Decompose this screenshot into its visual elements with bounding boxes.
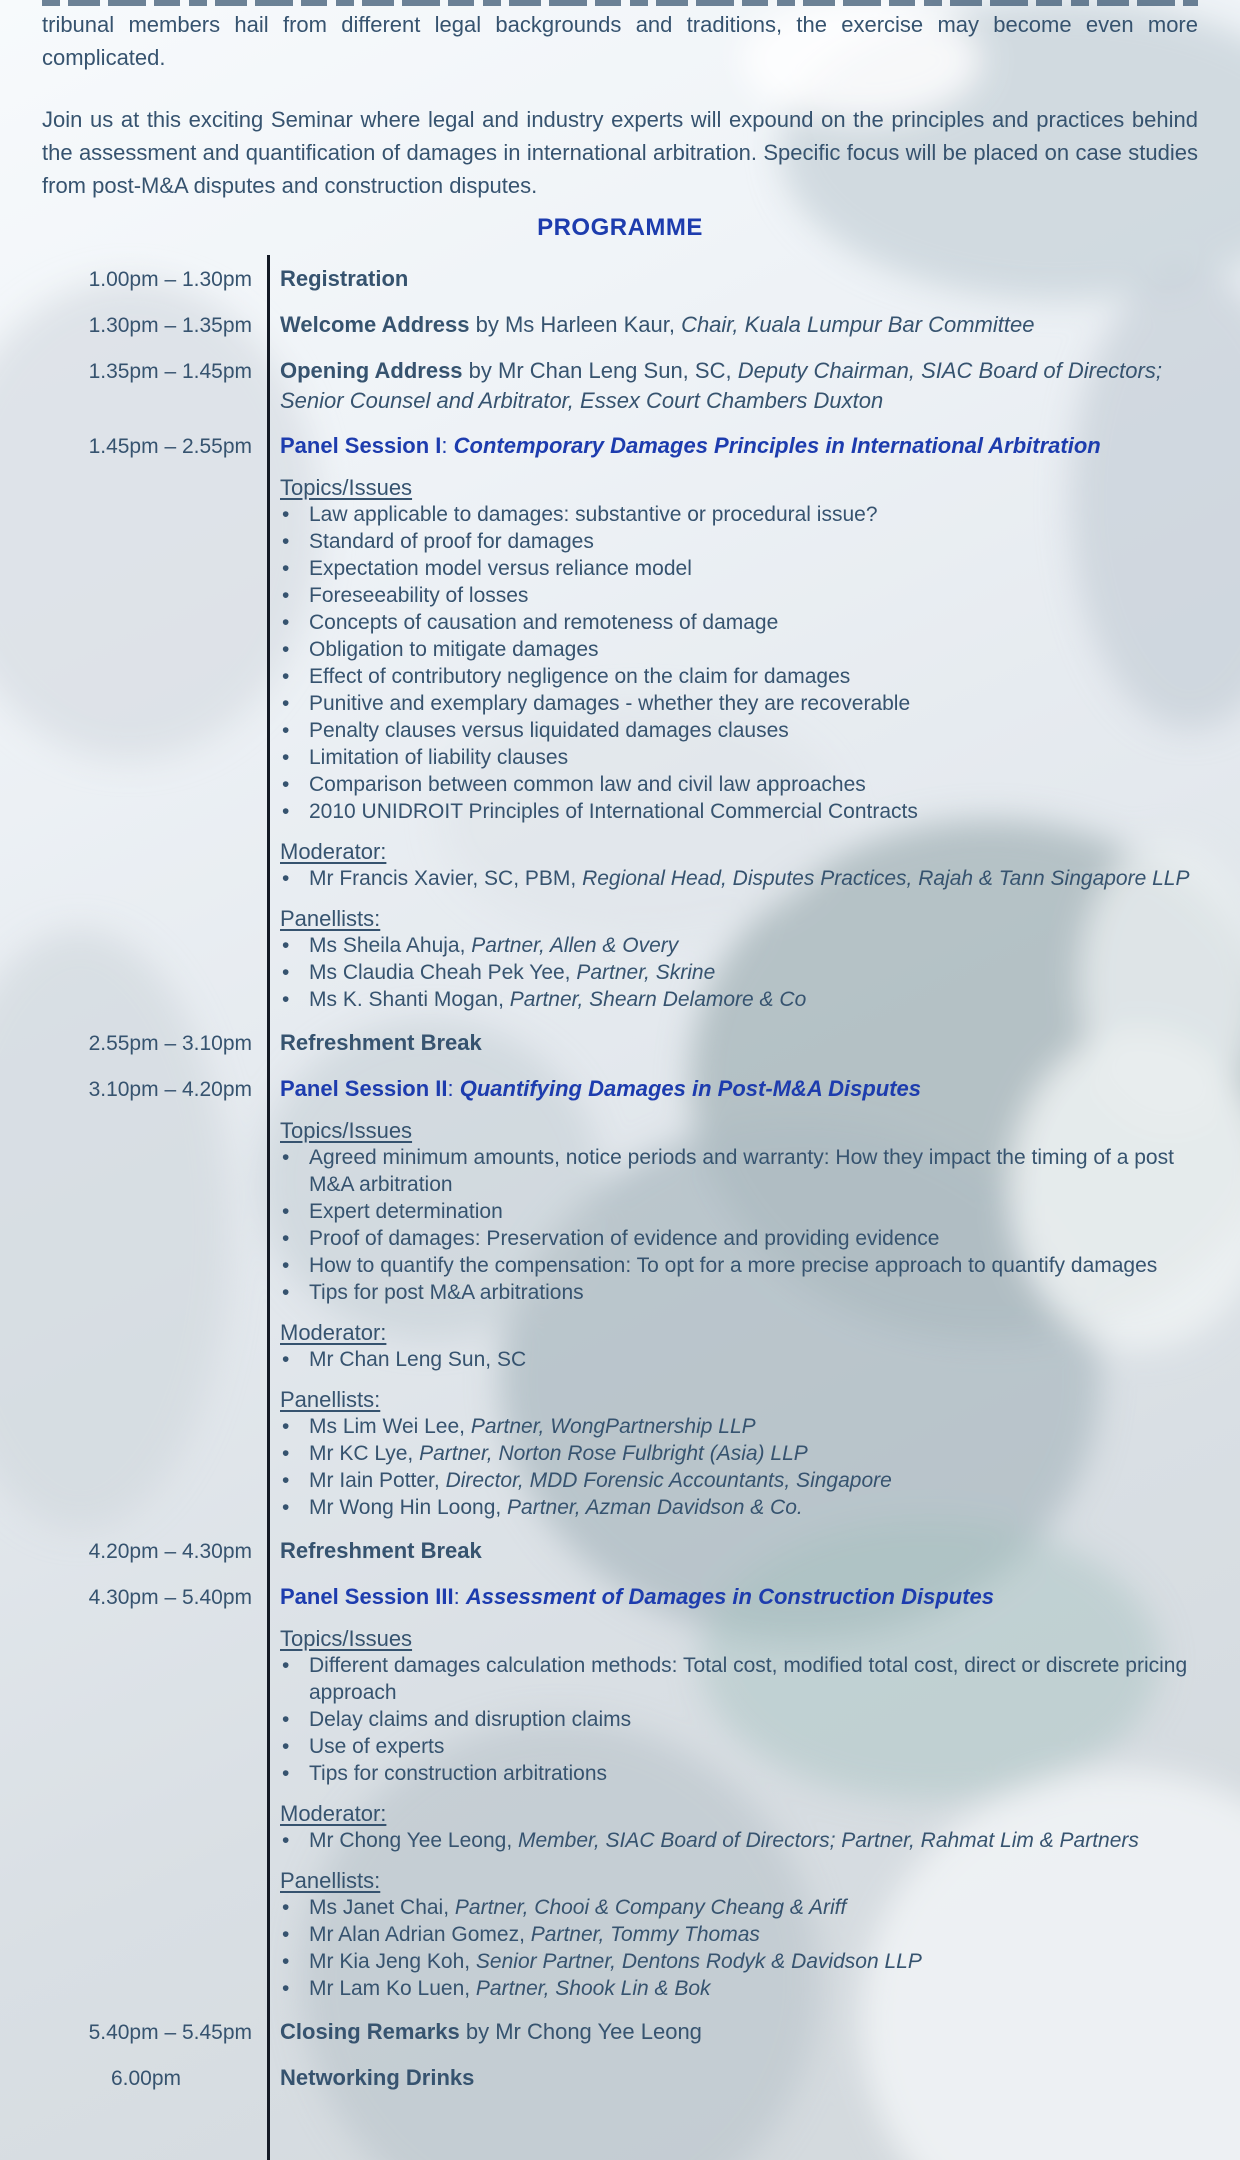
programme-row xyxy=(40,2017,1200,2048)
text-segment: Ms Janet Chai, xyxy=(309,1896,455,1919)
bullet-item xyxy=(280,1652,1196,1706)
bullet-text xyxy=(309,582,1196,609)
session-title-line xyxy=(280,356,1196,416)
bullet-text xyxy=(309,1144,1196,1198)
bullet-item xyxy=(280,555,1196,582)
text-segment: Mr Chan Leng Sun, SC xyxy=(309,1348,527,1371)
session-details xyxy=(280,356,1200,416)
bullet-icon: • xyxy=(282,1496,290,1519)
text-segment: Foreseeability of losses xyxy=(309,584,529,607)
bullet-item xyxy=(280,1279,1196,1306)
text-segment: Mr Wong Hin Loong, xyxy=(309,1496,508,1519)
text-segment: Refreshment Break xyxy=(280,1538,482,1563)
bullet-item xyxy=(280,636,1196,663)
text-segment: Director, MDD Forensic Accountants, Singapore xyxy=(445,1469,892,1492)
bullet-text xyxy=(309,986,1196,1013)
bullet-item xyxy=(280,1921,1196,1948)
text-segment: Mr Kia Jeng Koh, xyxy=(309,1950,476,1973)
session-title-line xyxy=(280,2017,1196,2047)
text-segment: Comparison between common law and civil law approaches xyxy=(309,773,866,796)
bullet-text xyxy=(309,1706,1196,1733)
bullet-text xyxy=(309,1440,1196,1467)
time-slot: 1.45pm – 2.55pm xyxy=(88,435,252,458)
bullet-text xyxy=(309,771,1196,798)
session-title-line xyxy=(280,264,1196,294)
session-details xyxy=(280,1582,1200,2002)
bullet-icon: • xyxy=(282,1200,290,1223)
bullet-item xyxy=(280,1827,1196,1854)
text-segment: : xyxy=(447,1076,460,1101)
bullet-text xyxy=(309,1921,1196,1948)
time-slot: 4.20pm – 4.30pm xyxy=(88,1540,252,1563)
session-title-line xyxy=(280,1536,1196,1566)
bullet-icon: • xyxy=(282,530,290,553)
session-title-line xyxy=(280,431,1196,461)
bullet-icon: • xyxy=(282,1469,290,1492)
bullet-item xyxy=(280,744,1196,771)
bullet-text xyxy=(309,1827,1196,1854)
bullet-text xyxy=(309,1279,1196,1306)
bullet-item xyxy=(280,865,1196,892)
text-segment: Tips for construction arbitrations xyxy=(309,1762,608,1785)
intro-paragraph-2: Join us at this exciting Seminar where legal and industry experts will expound on the principles and practices behind the assessment and quantification of damages in international arbitration. Specific focus will be placed on case studies from post-M&A disputes and construction disputes. xyxy=(42,107,1198,198)
bullet-item xyxy=(280,1494,1196,1521)
bullet-item xyxy=(280,771,1196,798)
bullet-icon: • xyxy=(282,665,290,688)
text-segment: Contemporary Damages Principles in International Arbitration xyxy=(453,433,1101,458)
bullet-icon: • xyxy=(282,692,290,715)
bullet-item xyxy=(280,1440,1196,1467)
bullet-text xyxy=(309,959,1196,986)
bullet-item xyxy=(280,1413,1196,1440)
bullet-icon: • xyxy=(282,934,290,957)
bullet-text xyxy=(309,690,1196,717)
clipped-text-line xyxy=(42,0,1198,6)
bullet-text xyxy=(309,555,1196,582)
section-subheading: Panellists: xyxy=(280,1868,381,1893)
programme-row xyxy=(40,264,1200,295)
bullet-icon: • xyxy=(282,1762,290,1785)
bullet-icon: • xyxy=(282,1281,290,1304)
bullet-item xyxy=(280,1346,1196,1373)
bullet-icon: • xyxy=(282,1254,290,1277)
session-details xyxy=(280,2063,1200,2094)
session-title-line xyxy=(280,1028,1196,1058)
text-segment: Chair, Kuala Lumpur Bar Committee xyxy=(681,312,1035,337)
section-subheading: Panellists: xyxy=(280,1387,381,1412)
session-title-line xyxy=(280,2063,1196,2093)
text-segment: Penalty clauses versus liquidated damages clauses xyxy=(309,719,789,742)
text-segment: Effect of contributory negligence on the claim for damages xyxy=(309,665,851,688)
section-subheading: Moderator: xyxy=(280,1801,387,1826)
bullet-icon: • xyxy=(282,719,290,742)
bullet-item xyxy=(280,1760,1196,1787)
text-segment: by Mr Chan Leng Sun, SC, xyxy=(462,358,738,383)
bullet-text xyxy=(309,932,1196,959)
section-subheading: Topics/Issues xyxy=(280,1118,413,1143)
bullet-text xyxy=(309,1894,1196,1921)
time-slot: 4.30pm – 5.40pm xyxy=(88,1586,252,1609)
text-segment: Opening Address xyxy=(280,358,463,383)
bullet-icon: • xyxy=(282,1654,290,1677)
bullet-icon: • xyxy=(282,1348,290,1371)
text-segment: Partner, Skrine xyxy=(576,961,716,984)
text-segment: Ms Lim Wei Lee, xyxy=(309,1415,471,1438)
bullet-icon: • xyxy=(282,557,290,580)
text-segment: Obligation to mitigate damages xyxy=(309,638,599,661)
bullet-text xyxy=(309,663,1196,690)
text-segment: Partner, Norton Rose Fulbright (Asia) LLP xyxy=(419,1442,808,1465)
text-segment: Expectation model versus reliance model xyxy=(309,557,692,580)
bullet-item xyxy=(280,690,1196,717)
bullet-item xyxy=(280,1706,1196,1733)
time-slot: 2.55pm – 3.10pm xyxy=(88,1032,252,1055)
text-segment: Partner, Azman Davidson & Co. xyxy=(507,1496,803,1519)
text-segment: Partner, Shearn Delamore & Co xyxy=(509,988,807,1011)
bullet-icon: • xyxy=(282,867,290,890)
session-details xyxy=(280,1028,1200,1059)
bullet-item xyxy=(280,1198,1196,1225)
bullet-item xyxy=(280,609,1196,636)
bullet-icon: • xyxy=(282,1227,290,1250)
bullet-text xyxy=(309,1760,1196,1787)
text-segment: Mr Chong Yee Leong, xyxy=(309,1829,518,1852)
bullet-item xyxy=(280,717,1196,744)
programme-row xyxy=(40,356,1200,416)
section-subheading: Moderator: xyxy=(280,1320,387,1345)
bullet-icon: • xyxy=(282,800,290,823)
text-segment: Punitive and exemplary damages - whether they are recoverable xyxy=(309,692,911,715)
bullet-item xyxy=(280,1144,1196,1198)
time-slot: 5.40pm – 5.45pm xyxy=(88,2021,252,2044)
text-segment: How to quantify the compensation: To opt for a more precise approach to quantify damages xyxy=(309,1254,1158,1277)
bullet-item xyxy=(280,932,1196,959)
bullet-text xyxy=(309,865,1196,892)
session-details xyxy=(280,310,1200,341)
bullet-icon: • xyxy=(282,1923,290,1946)
bullet-item xyxy=(280,1252,1196,1279)
text-segment: Mr Francis Xavier, SC, PBM, xyxy=(309,867,583,890)
text-segment: Deputy Chairman, SIAC Board of Directors; Senior Counsel and Arbitrator, Essex Court Chambers Duxton xyxy=(280,358,1162,413)
text-segment: 2010 UNIDROIT Principles of International Commercial Contracts xyxy=(309,800,918,823)
text-segment: Mr KC Lye, xyxy=(309,1442,420,1465)
session-title-line xyxy=(280,1074,1196,1104)
text-segment: Registration xyxy=(280,266,409,291)
text-segment: Closing Remarks xyxy=(280,2019,460,2044)
bullet-icon: • xyxy=(282,503,290,526)
text-segment: Partner, WongPartnership LLP xyxy=(470,1415,756,1438)
bullet-icon: • xyxy=(282,1442,290,1465)
bullet-text xyxy=(309,1733,1196,1760)
bullet-icon: • xyxy=(282,638,290,661)
bullet-icon: • xyxy=(282,1896,290,1919)
section-subheading: Panellists: xyxy=(280,906,381,931)
text-segment: Use of experts xyxy=(309,1735,445,1758)
text-segment: Networking Drinks xyxy=(280,2065,475,2090)
bullet-text xyxy=(309,636,1196,663)
session-details xyxy=(280,264,1200,295)
text-segment: Regional Head, Disputes Practices, Rajah & Tann Singapore LLP xyxy=(582,867,1190,890)
session-details xyxy=(280,1536,1200,1567)
bullet-icon: • xyxy=(282,988,290,1011)
bullet-icon: • xyxy=(282,1950,290,1973)
text-segment: Panel Session II xyxy=(280,1076,448,1101)
text-segment: Standard of proof for damages xyxy=(309,530,594,553)
bullet-item xyxy=(280,1948,1196,1975)
bullet-text xyxy=(309,1225,1196,1252)
bullet-icon: • xyxy=(282,1977,290,2000)
text-segment: Concepts of causation and remoteness of damage xyxy=(309,611,779,634)
text-segment: Welcome Address xyxy=(280,312,470,337)
bullet-text xyxy=(309,501,1196,528)
text-segment: Mr Iain Potter, xyxy=(309,1469,446,1492)
programme-row xyxy=(40,2063,1200,2094)
time-slot: 1.30pm – 1.35pm xyxy=(88,314,252,337)
bullet-item xyxy=(280,501,1196,528)
text-segment: Refreshment Break xyxy=(280,1030,482,1055)
bullet-icon: • xyxy=(282,1708,290,1731)
text-segment: : xyxy=(441,433,454,458)
text-segment: Mr Lam Ko Luen, xyxy=(309,1977,476,2000)
text-segment: Senior Partner, Dentons Rodyk & Davidson LLP xyxy=(475,1950,922,1973)
bullet-icon: • xyxy=(282,611,290,634)
text-segment: Member, SIAC Board of Directors; Partner, Rahmat Lim & Partners xyxy=(518,1829,1139,1852)
bullet-text xyxy=(309,717,1196,744)
programme-row xyxy=(40,1074,1200,1521)
bullet-item xyxy=(280,582,1196,609)
bullet-icon: • xyxy=(282,584,290,607)
bullet-text xyxy=(309,1975,1196,2002)
bullet-icon: • xyxy=(282,1146,290,1169)
bullet-icon: • xyxy=(282,773,290,796)
bullet-icon: • xyxy=(282,961,290,984)
bullet-text xyxy=(309,528,1196,555)
session-details xyxy=(280,2017,1200,2048)
bullet-text xyxy=(309,1494,1196,1521)
bullet-text xyxy=(309,1346,1196,1373)
text-segment: Partner, Chooi & Company Cheang & Ariff xyxy=(454,1896,847,1919)
intro-paragraph-1: tribunal members hail from different legal backgrounds and traditions, the exercise may become even more complicated. xyxy=(42,12,1198,70)
bullet-icon: • xyxy=(282,746,290,769)
bullet-item xyxy=(280,986,1196,1013)
bullet-item xyxy=(280,1467,1196,1494)
text-segment: Law applicable to damages: substantive or procedural issue? xyxy=(309,503,878,526)
bullet-item xyxy=(280,1975,1196,2002)
bullet-icon: • xyxy=(282,1829,290,1852)
programme-title: PROGRAMME xyxy=(537,214,703,241)
section-subheading: Topics/Issues xyxy=(280,475,413,500)
text-segment: Partner, Tommy Thomas xyxy=(530,1923,760,1946)
bullet-text xyxy=(309,1948,1196,1975)
time-slot: 6.00pm xyxy=(110,2067,182,2090)
programme-row xyxy=(40,1582,1200,2002)
bullet-text xyxy=(309,798,1196,825)
text-segment: Panel Session III xyxy=(280,1584,454,1609)
text-segment: Limitation of liability clauses xyxy=(309,746,569,769)
time-slot: 3.10pm – 4.20pm xyxy=(88,1078,252,1101)
bullet-text xyxy=(309,1652,1196,1706)
programme-row xyxy=(40,431,1200,1013)
text-segment: Partner, Shook Lin & Bok xyxy=(475,1977,711,2000)
bullet-icon: • xyxy=(282,1735,290,1758)
bullet-icon: • xyxy=(282,1415,290,1438)
time-slot: 1.35pm – 1.45pm xyxy=(88,360,252,383)
bullet-item xyxy=(280,1894,1196,1921)
text-segment: Agreed minimum amounts, notice periods and warranty: How they impact the timing of a post M&A arbitration xyxy=(309,1146,1174,1196)
text-segment: Expert determination xyxy=(309,1200,503,1223)
text-segment: Ms Claudia Cheah Pek Yee, xyxy=(309,961,577,984)
bullet-item xyxy=(280,1225,1196,1252)
text-segment: Delay claims and disruption claims xyxy=(309,1708,632,1731)
text-segment: Quantifying Damages in Post-M&A Disputes xyxy=(459,1076,921,1101)
section-subheading: Topics/Issues xyxy=(280,1626,413,1651)
text-segment: Assessment of Damages in Construction Disputes xyxy=(465,1584,994,1609)
session-title-line xyxy=(280,310,1196,340)
bullet-text xyxy=(309,744,1196,771)
session-details xyxy=(280,1074,1200,1521)
bullet-item xyxy=(280,528,1196,555)
text-segment: Tips for post M&A arbitrations xyxy=(309,1281,584,1304)
bullet-item xyxy=(280,1733,1196,1760)
programme-row xyxy=(40,310,1200,341)
bullet-text xyxy=(309,609,1196,636)
text-segment: Proof of damages: Preservation of evidence and providing evidence xyxy=(309,1227,940,1250)
text-segment: Partner, Allen & Overy xyxy=(471,934,679,957)
bullet-item xyxy=(280,663,1196,690)
text-segment: Different damages calculation methods: Total cost, modified total cost, direct or discrete pricing approach xyxy=(309,1654,1188,1704)
time-slot: 1.00pm – 1.30pm xyxy=(88,268,252,291)
bullet-item xyxy=(280,959,1196,986)
bullet-text xyxy=(309,1198,1196,1225)
programme-row xyxy=(40,1536,1200,1567)
text-segment: : xyxy=(453,1584,466,1609)
session-details xyxy=(280,431,1200,1013)
text-segment: Panel Session I xyxy=(280,433,442,458)
bullet-text xyxy=(309,1413,1196,1440)
text-segment: by Ms Harleen Kaur, xyxy=(469,312,682,337)
programme-row xyxy=(40,1028,1200,1059)
text-segment: by Mr Chong Yee Leong xyxy=(459,2019,702,2044)
text-segment: Mr Alan Adrian Gomez, xyxy=(309,1923,531,1946)
bullet-text xyxy=(309,1252,1196,1279)
session-title-line xyxy=(280,1582,1196,1612)
bullet-text xyxy=(309,1467,1196,1494)
text-segment: Ms Sheila Ahuja, xyxy=(309,934,472,957)
section-subheading: Moderator: xyxy=(280,839,387,864)
text-segment: Ms K. Shanti Mogan, xyxy=(309,988,510,1011)
bullet-item xyxy=(280,798,1196,825)
programme-schedule xyxy=(40,258,1200,2094)
